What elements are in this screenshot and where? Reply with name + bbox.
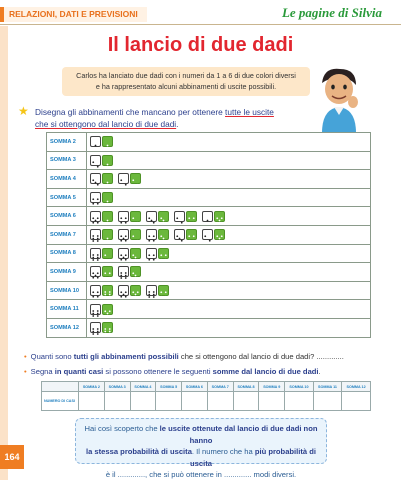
bullet-icon: • <box>24 352 27 361</box>
white-die-icon <box>118 173 129 184</box>
white-die-icon <box>146 248 157 259</box>
dice-row <box>47 133 371 152</box>
dice-pair <box>174 211 197 222</box>
sums-answer-cell[interactable] <box>130 392 156 411</box>
sums-header: SOMMA 12 <box>342 382 371 392</box>
white-die-icon <box>118 266 129 277</box>
dice-pairs-cell[interactable] <box>87 281 371 300</box>
dice-row <box>47 188 371 207</box>
white-die-icon <box>90 266 101 277</box>
white-die-icon <box>118 229 129 240</box>
green-die-icon <box>214 211 225 222</box>
sums-header: SOMMA 5 <box>156 382 182 392</box>
dice-pair <box>118 173 141 184</box>
dice-pair <box>90 211 113 222</box>
instruction-1-a: Disegna gli abbinamenti che mancano per ottenere <box>35 107 226 117</box>
green-die-icon <box>130 211 141 222</box>
dice-pair <box>90 266 113 277</box>
dice-pair <box>202 211 225 222</box>
sum-label: SOMMA 6 <box>47 207 87 226</box>
sums-header: SOMMA 3 <box>104 382 130 392</box>
sums-answer-cell[interactable] <box>156 392 182 411</box>
dice-pairs <box>87 282 370 299</box>
dice-pair <box>90 322 113 333</box>
dice-pair <box>118 248 141 259</box>
dice-row <box>47 170 371 189</box>
white-die-icon <box>174 211 185 222</box>
instruction-1-b: tutte le uscite <box>225 107 274 117</box>
white-die-icon <box>146 211 157 222</box>
dice-pairs-cell[interactable] <box>87 133 371 152</box>
green-die-icon <box>158 211 169 222</box>
sum-label: SOMMA 4 <box>47 170 87 189</box>
white-die-icon <box>90 173 101 184</box>
dice-row <box>47 281 371 300</box>
dice-pair <box>90 192 113 203</box>
dice-pairs <box>87 226 370 243</box>
dice-pairs <box>87 301 370 318</box>
green-die-icon <box>158 248 169 259</box>
white-die-icon <box>90 192 101 203</box>
sums-header: SOMMA 11 <box>313 382 341 392</box>
dice-row <box>47 151 371 170</box>
sums-header: SOMMA 9 <box>259 382 285 392</box>
sum-label: SOMMA 5 <box>47 188 87 207</box>
white-die-icon <box>118 285 129 296</box>
sums-header: SOMMA 8 <box>233 382 259 392</box>
white-die-icon <box>90 322 101 333</box>
sums-header-row <box>42 382 371 392</box>
sum-label: SOMMA 3 <box>47 151 87 170</box>
dice-row <box>47 318 371 337</box>
page-header <box>0 0 401 26</box>
dice-pairs-cell[interactable] <box>87 300 371 319</box>
dice-pair <box>90 229 113 240</box>
sums-answer-cell[interactable] <box>182 392 208 411</box>
instruction-1-d: . <box>176 119 179 129</box>
green-die-icon <box>102 173 113 184</box>
white-die-icon <box>90 211 101 222</box>
white-die-icon <box>174 229 185 240</box>
white-die-icon <box>146 285 157 296</box>
dice-pairs <box>87 152 370 169</box>
sum-label: SOMMA 12 <box>47 318 87 337</box>
dice-pair <box>146 211 169 222</box>
dice-pairs <box>87 208 370 225</box>
dice-pair <box>146 229 169 240</box>
page-title: Il lancio di due dadi <box>107 34 294 56</box>
question-3-d: somme dal lancio di due dadi <box>212 367 319 376</box>
sums-answer-cell[interactable] <box>104 392 130 411</box>
white-die-icon <box>118 248 129 259</box>
green-die-icon <box>102 248 113 259</box>
question-3-b: in quanti casi <box>54 367 104 376</box>
dice-pairs-cell[interactable] <box>87 151 371 170</box>
dice-pairs-cell[interactable] <box>87 244 371 263</box>
white-die-icon <box>90 248 101 259</box>
dice-pairs <box>87 133 370 150</box>
dice-pairs-cell[interactable] <box>87 225 371 244</box>
dice-row <box>47 244 371 263</box>
dice-pair <box>146 248 169 259</box>
sums-header: SOMMA 10 <box>285 382 314 392</box>
sum-label: SOMMA 11 <box>47 300 87 319</box>
conclusion-d: . Il numero che ha <box>191 447 255 456</box>
green-die-icon <box>102 211 113 222</box>
green-die-icon <box>130 229 141 240</box>
sum-label: SOMMA 7 <box>47 225 87 244</box>
dice-pair <box>90 136 113 147</box>
dice-pairs-cell[interactable] <box>87 263 371 282</box>
dice-row <box>47 225 371 244</box>
sums-value-row <box>42 392 371 411</box>
question-3-a: Segna <box>30 367 55 376</box>
dice-pairs <box>87 263 370 280</box>
sums-header: SOMMA 4 <box>130 382 156 392</box>
question-2 <box>24 352 344 362</box>
sums-header: SOMMA 7 <box>207 382 233 392</box>
bullet-icon: • <box>24 367 27 376</box>
green-die-icon <box>214 229 225 240</box>
boy-illustration <box>314 65 364 133</box>
green-die-icon <box>130 173 141 184</box>
white-die-icon <box>90 285 101 296</box>
sums-header: SOMMA 2 <box>79 382 105 392</box>
white-die-icon <box>90 304 101 315</box>
feature-title: Le pagine di Silvia <box>281 5 382 20</box>
white-die-icon <box>202 229 213 240</box>
sums-header: SOMMA 6 <box>182 382 208 392</box>
white-die-icon <box>202 211 213 222</box>
green-die-icon <box>102 155 113 166</box>
sums-answer-cell[interactable] <box>342 392 371 411</box>
dice-pairs <box>87 189 370 206</box>
conclusion-box <box>75 418 327 479</box>
question-2-a: Quanti sono <box>30 352 74 361</box>
dice-pair <box>90 155 113 166</box>
page-number: 164 <box>0 445 24 469</box>
conclusion-e: più probabilità di uscita <box>190 447 316 468</box>
white-die-icon <box>90 136 101 147</box>
green-die-icon <box>102 192 113 203</box>
left-margin-band <box>0 26 8 480</box>
green-die-icon <box>102 304 113 315</box>
green-die-icon <box>158 285 169 296</box>
conclusion-c: la stessa probabilità di uscita <box>85 447 192 456</box>
dice-pair <box>90 304 113 315</box>
instruction-1 <box>35 106 295 130</box>
dice-pair <box>118 211 141 222</box>
sums-answer-cell[interactable] <box>233 392 259 411</box>
sum-label: SOMMA 8 <box>47 244 87 263</box>
question-3-e: . <box>318 367 321 376</box>
intro-line-2: e ha rappresentato alcuni abbinamenti di uscite possibili. <box>95 82 277 91</box>
dice-pair <box>118 285 141 296</box>
conclusion-f: è il ............., che si può ottenere in ............. modi diversi. <box>105 470 297 479</box>
sums-answer-cell[interactable] <box>259 392 285 411</box>
intro-line-1: Carlos ha lanciato due dadi con i numeri da 1 a 6 di due colori diversi <box>76 71 296 80</box>
sums-answer-cell[interactable] <box>207 392 233 411</box>
green-die-icon <box>130 285 141 296</box>
sums-corner-cell <box>42 382 79 392</box>
conclusion-a: Hai così scoperto che <box>84 424 160 433</box>
dice-pair <box>118 266 141 277</box>
green-die-icon <box>102 266 113 277</box>
section-label: RELAZIONI, DATI E PREVISIONI <box>0 7 147 22</box>
sums-count-table <box>41 381 371 411</box>
question-2-b: tutti gli abbinamenti possibili <box>73 352 179 361</box>
dice-pair <box>90 248 113 259</box>
white-die-icon <box>90 229 101 240</box>
sum-label: SOMMA 9 <box>47 263 87 282</box>
intro-box <box>62 67 310 96</box>
green-die-icon <box>102 136 113 147</box>
dice-pair <box>118 229 141 240</box>
green-die-icon <box>102 285 113 296</box>
sums-answer-cell[interactable] <box>285 392 314 411</box>
sums-row-label: NUMERO DI CASI <box>42 392 79 411</box>
dice-pairs-cell[interactable] <box>87 207 371 226</box>
dice-row <box>47 300 371 319</box>
dice-pair <box>174 229 197 240</box>
dice-pair <box>90 173 113 184</box>
dice-pairs-cell[interactable] <box>87 188 371 207</box>
sum-label: SOMMA 2 <box>47 133 87 152</box>
question-3 <box>24 367 321 377</box>
green-die-icon <box>102 229 113 240</box>
green-die-icon <box>186 229 197 240</box>
dice-pairs <box>87 319 370 336</box>
dice-pairs <box>87 245 370 262</box>
header-divider <box>0 24 401 25</box>
dice-pairs-cell[interactable] <box>87 170 371 189</box>
dice-pair <box>202 229 225 240</box>
green-die-icon <box>186 211 197 222</box>
white-die-icon <box>118 211 129 222</box>
dice-pair <box>90 285 113 296</box>
dice-pair <box>146 285 169 296</box>
sums-answer-cell[interactable] <box>79 392 105 411</box>
white-die-icon <box>146 229 157 240</box>
sums-answer-cell[interactable] <box>313 392 341 411</box>
dice-combinations-table <box>46 132 371 338</box>
green-die-icon <box>130 248 141 259</box>
dice-row <box>47 207 371 226</box>
star-icon: ★ <box>18 104 29 118</box>
green-die-icon <box>102 322 113 333</box>
question-2-c: che si ottengono dal lancio di due dadi? ............. <box>178 352 344 361</box>
green-die-icon <box>130 266 141 277</box>
question-3-c: si possono ottenere le seguenti <box>103 367 213 376</box>
sum-label: SOMMA 10 <box>47 281 87 300</box>
dice-pairs-cell[interactable] <box>87 318 371 337</box>
white-die-icon <box>90 155 101 166</box>
green-die-icon <box>158 229 169 240</box>
dice-pairs <box>87 170 370 187</box>
dice-row <box>47 263 371 282</box>
instruction-1-c: che si ottengono dal lancio di due dadi <box>35 119 177 129</box>
conclusion-b: le uscite ottenute dal lancio di due dadi non hanno <box>159 424 318 445</box>
